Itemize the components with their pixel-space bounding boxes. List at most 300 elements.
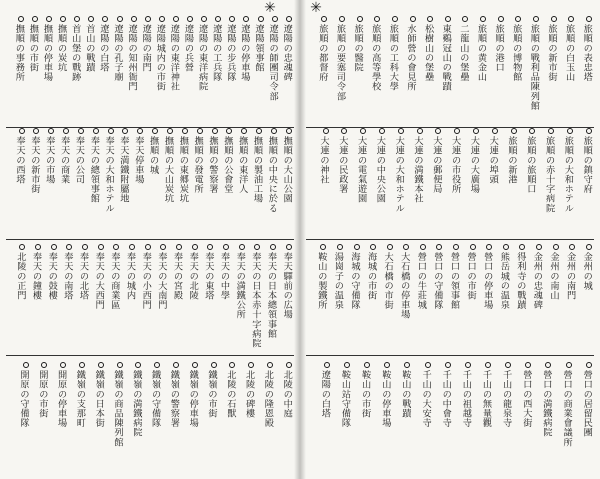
list-item <box>449 244 459 310</box>
list-item <box>42 16 52 82</box>
entry-label: 撫順の東郷炭坑 <box>177 136 189 204</box>
entry-label: 北陵の石獸 <box>224 370 236 418</box>
entry-label: 大連の民政署 <box>336 136 348 194</box>
entry-label: 營口の西大街 <box>520 370 532 428</box>
list-item <box>47 244 57 300</box>
entry-label: 營口の商業會議所 <box>561 370 573 447</box>
bullet-ring-icon <box>357 16 363 22</box>
bullet-ring-icon <box>360 128 366 134</box>
list-item <box>252 128 262 203</box>
entry-label: 旅順の新市街 <box>546 24 557 82</box>
entry-label: 北陵の中庭 <box>281 370 293 418</box>
bullet-ring-icon <box>154 362 160 368</box>
bullet-ring-icon <box>32 16 38 22</box>
bullet-ring-icon <box>239 244 245 250</box>
bullet-ring-icon <box>420 244 426 250</box>
bullet-ring-icon <box>323 128 329 134</box>
bullet-ring-icon <box>256 128 262 134</box>
entry-label: 奉天の宮殿 <box>171 252 183 300</box>
list-item <box>282 244 292 319</box>
bullet-ring-icon <box>485 362 491 368</box>
bullet-ring-icon <box>145 244 151 250</box>
entry-label: 金州の南山 <box>548 252 559 300</box>
bullet-ring-icon <box>445 16 451 22</box>
bullet-ring-icon <box>503 244 509 250</box>
list-item <box>320 362 330 418</box>
entry-label: 旅順の白玉山 <box>563 24 575 82</box>
entry-label: 遼陽の停車場 <box>238 24 250 82</box>
entry-label: 金州の南門 <box>564 252 576 300</box>
entry-label: 營口の守備隊 <box>431 252 443 310</box>
list-item <box>582 244 592 290</box>
bullet-ring-icon <box>212 128 218 134</box>
entry-label: 營口の満鐵病院 <box>540 370 552 438</box>
entry-label: 旅順の旅順口 <box>524 136 536 194</box>
bullet-ring-icon <box>33 128 39 134</box>
bullet-ring-icon <box>586 244 592 250</box>
bullet-ring-icon <box>60 362 66 368</box>
list-item <box>582 362 592 437</box>
list-item <box>423 16 433 82</box>
entry-label: 鐵嶺の満鐵病院 <box>130 370 142 438</box>
list-item <box>113 362 123 447</box>
list-item <box>266 244 276 338</box>
entry-label: 旅順の大和ホテル <box>562 136 574 213</box>
bullet-ring-icon <box>473 128 479 134</box>
entry-label: 大石橋の停車場 <box>398 252 410 320</box>
entry-label: 遼陽の兵營 <box>182 24 194 72</box>
entry-label: 鐵嶺の市街 <box>206 370 217 418</box>
bullet-ring-icon <box>88 16 94 22</box>
entry-label: 奉天の北陵 <box>187 252 199 300</box>
list-item <box>494 16 504 72</box>
list-item <box>562 362 572 447</box>
bullet-ring-icon <box>321 16 327 22</box>
list-item <box>371 16 381 91</box>
entry-label: 北陵の正門 <box>14 252 26 300</box>
list-item <box>16 244 26 300</box>
bullet-ring-icon <box>35 244 41 250</box>
list-item <box>197 16 207 91</box>
entry-label: 奉天の市場 <box>43 136 55 184</box>
list-item <box>56 362 66 428</box>
bullet-ring-icon <box>586 362 592 368</box>
entry-label: 鐵嶺の日本街 <box>93 370 105 428</box>
list-item <box>529 16 539 110</box>
entry-label: 營口の市街 <box>465 252 477 300</box>
bullet-ring-icon <box>529 128 535 134</box>
list-item <box>267 128 277 213</box>
list-item <box>522 362 532 428</box>
entry-label: 大連の大和ホテル <box>393 136 405 213</box>
list-item <box>119 128 129 203</box>
bullet-ring-icon <box>454 128 460 134</box>
entry-label: 大連の大廣場 <box>468 136 480 194</box>
entry-block <box>300 362 600 468</box>
entry-label: 遼陽の知州衙門 <box>126 24 138 92</box>
list-item <box>240 16 250 82</box>
entry-label: 遼陽の白塔 <box>97 24 109 72</box>
bullet-ring-icon <box>324 362 330 368</box>
list-item <box>549 244 559 300</box>
entry-label: 奉天の日本總領事館 <box>265 252 277 339</box>
entry-label: 奉天の大西門 <box>93 252 105 310</box>
bullet-ring-icon <box>215 16 221 22</box>
list-item <box>169 16 179 91</box>
bullet-ring-icon <box>286 16 292 22</box>
bullet-ring-icon <box>486 244 492 250</box>
entry-label: 首山の戰蹟 <box>83 24 95 72</box>
list-item <box>169 362 179 428</box>
bullet-ring-icon <box>182 128 188 134</box>
entry-label: 東鷄冠山の戰蹟 <box>440 24 452 92</box>
entry-label: 鐵嶺の支那町 <box>74 370 86 428</box>
book-gutter <box>294 0 306 479</box>
entry-label: 鞍山の戰蹟 <box>399 370 411 418</box>
bullet-ring-icon <box>258 16 264 22</box>
entry-label: 湯崗子の温泉 <box>332 252 344 310</box>
star-ornament-icon: ✳ <box>310 0 322 16</box>
bullet-ring-icon <box>271 128 277 134</box>
bullet-ring-icon <box>505 362 511 368</box>
bullet-ring-icon <box>173 362 179 368</box>
entry-label: 奉天停車場 <box>132 136 144 184</box>
list-item <box>350 244 360 310</box>
list-item <box>516 244 526 310</box>
bullet-ring-icon <box>131 16 137 22</box>
bullet-ring-icon <box>515 16 521 22</box>
entry-label: 大連の市役所 <box>449 136 461 194</box>
bullet-ring-icon <box>404 362 410 368</box>
list-item <box>71 16 81 82</box>
entry-label: 遼陽の步兵隊 <box>224 24 236 82</box>
bullet-ring-icon <box>201 16 207 22</box>
list-item <box>244 362 254 418</box>
entry-label: 北陵の隆恩殿 <box>262 370 274 428</box>
star-ornament-icon: ✳ <box>264 0 276 16</box>
entry-label: 奉天の商業 <box>58 136 70 184</box>
entry-label: 鐵嶺の守備隊 <box>149 370 161 428</box>
list-item <box>14 16 24 82</box>
list-item <box>104 128 114 213</box>
bullet-ring-icon <box>248 362 254 368</box>
entry-label: 得利寺の戰蹟 <box>514 252 526 310</box>
bullet-ring-icon <box>19 128 25 134</box>
bullet-ring-icon <box>533 16 539 22</box>
entry-label: 遼陽の工兵隊 <box>210 24 222 82</box>
entry-label: 撫順の警察署 <box>207 136 218 194</box>
list-item <box>99 16 109 72</box>
list-item <box>254 16 264 72</box>
list-item <box>499 244 509 310</box>
list-item <box>56 16 66 72</box>
list-item <box>94 362 104 428</box>
list-item <box>441 16 451 91</box>
list-item <box>282 128 292 203</box>
list-item <box>226 362 236 418</box>
list-item <box>366 244 376 300</box>
list-item <box>333 244 343 310</box>
list-item <box>564 16 574 82</box>
bullet-ring-icon <box>270 244 276 250</box>
bullet-ring-icon <box>286 244 292 250</box>
list-item <box>381 362 391 428</box>
list-item <box>75 362 85 428</box>
bullet-ring-icon <box>152 128 158 134</box>
entry-label: 大連の神社 <box>318 136 329 184</box>
list-item <box>89 128 99 203</box>
list-item <box>188 244 198 300</box>
entry-label: 遼陽城内の市街 <box>154 24 166 92</box>
list-item <box>565 244 575 300</box>
bullet-ring-icon <box>586 128 592 134</box>
entry-label: 鞍山の停車場 <box>379 370 391 428</box>
entry-label: 營口の居留民團 <box>581 370 593 438</box>
entry-label: 大連の中央公園 <box>374 136 386 204</box>
entry-label: 海城の守備隊 <box>349 252 360 310</box>
list-item <box>38 362 48 418</box>
list-item <box>85 16 95 72</box>
list-item <box>183 16 193 72</box>
bullet-ring-icon <box>379 128 385 134</box>
bullet-ring-icon <box>403 244 409 250</box>
list-item <box>178 128 188 203</box>
list-item <box>547 16 557 82</box>
bullet-ring-icon <box>66 244 72 250</box>
list-item <box>19 362 29 428</box>
list-item <box>219 244 229 300</box>
entry-label: 大石橋の市街 <box>382 252 394 310</box>
bullet-ring-icon <box>551 16 557 22</box>
bullet-ring-icon <box>341 128 347 134</box>
list-item <box>432 128 442 194</box>
bullet-ring-icon <box>135 362 141 368</box>
list-item <box>63 244 73 300</box>
entry-label: 奉天の北塔 <box>77 252 89 300</box>
entry-label: 營口の牛莊城 <box>415 252 427 310</box>
entry-label: 大連の電氣遊園 <box>355 136 367 204</box>
entry-label: 鞍山站守備隊 <box>339 370 351 428</box>
bullet-ring-icon <box>569 244 575 250</box>
entry-label: 旅順の鎮守府 <box>581 136 593 194</box>
entry-block <box>0 16 300 122</box>
bullet-ring-icon <box>167 128 173 134</box>
list-item <box>155 16 165 91</box>
list-item <box>441 362 451 428</box>
list-item <box>356 128 366 203</box>
entry-label: 奉天の南塔 <box>61 252 73 300</box>
bullet-ring-icon <box>160 244 166 250</box>
bullet-ring-icon <box>63 128 69 134</box>
list-item <box>383 244 393 310</box>
entry-label: 遼陽の師團司令部 <box>267 24 279 101</box>
entry-label: 旅順の要塞司令部 <box>334 24 346 101</box>
list-item <box>466 244 476 300</box>
bullet-ring-icon <box>176 244 182 250</box>
entry-label: 旅順の黄金山 <box>475 24 487 82</box>
entry-label: 北陵の碑樓 <box>243 370 255 418</box>
bullet-ring-icon <box>207 244 213 250</box>
bullet-ring-icon <box>453 244 459 250</box>
list-item <box>512 16 522 82</box>
entry-label: 撫順の事務所 <box>13 24 25 82</box>
entry-label: 撫順の公會堂 <box>221 136 233 194</box>
list-item <box>360 362 370 418</box>
list-item <box>413 128 423 203</box>
bullet-ring-icon <box>354 244 360 250</box>
entry-label: 撫順の停車場 <box>41 24 53 82</box>
entry-label: 千山の祖越寺 <box>460 370 472 428</box>
entry-label: 熊岳城の温泉 <box>498 252 510 310</box>
list-item <box>563 128 573 213</box>
list-item <box>388 16 398 91</box>
list-item <box>148 128 158 174</box>
bullet-ring-icon <box>51 244 57 250</box>
bullet-ring-icon <box>197 128 203 134</box>
list-item <box>282 362 292 418</box>
entry-label: 金州の城 <box>581 252 593 291</box>
list-item <box>353 16 363 72</box>
list-item <box>507 128 517 184</box>
entry-label: 遼陽の東洋病院 <box>196 24 208 92</box>
bullet-ring-icon <box>102 16 108 22</box>
list-item <box>488 128 498 184</box>
bullet-ring-icon <box>82 244 88 250</box>
bullet-ring-icon <box>159 16 165 22</box>
bullet-ring-icon <box>511 128 517 134</box>
bullet-ring-icon <box>93 128 99 134</box>
bullet-ring-icon <box>223 244 229 250</box>
bullet-ring-icon <box>445 362 451 368</box>
entry-label: 海城の市街 <box>365 252 377 300</box>
list-item <box>582 128 592 194</box>
bullet-ring-icon <box>568 16 574 22</box>
bullet-ring-icon <box>117 16 123 22</box>
list-item <box>28 16 38 72</box>
list-item <box>212 16 222 82</box>
list-item <box>338 128 348 194</box>
bullet-ring-icon <box>384 362 390 368</box>
entry-label: 千山の龍泉寺 <box>500 370 512 428</box>
list-item <box>208 128 218 194</box>
list-item <box>134 128 144 184</box>
entry-label: 撫順の炭坑 <box>55 24 67 72</box>
list-item <box>78 244 88 300</box>
list-item <box>501 362 511 428</box>
bullet-ring-icon <box>410 16 416 22</box>
entry-label: 奉天の中學 <box>218 252 230 300</box>
list-item <box>461 362 471 428</box>
list-item <box>481 362 491 428</box>
bullet-ring-icon <box>122 128 128 134</box>
entry-label: 奉天の總領事館 <box>88 136 100 204</box>
entry-label: 奉天の公司 <box>73 136 85 184</box>
list-item <box>421 362 431 428</box>
list-item <box>150 362 160 428</box>
entry-label: 奉天の日本赤十字病院 <box>249 252 261 348</box>
list-item <box>127 16 137 91</box>
entry-label: 千山の大安寺 <box>420 370 432 428</box>
entry-label: 開原の守備隊 <box>18 370 29 428</box>
entry-label: 鐵嶺の停車場 <box>187 370 199 428</box>
bullet-ring-icon <box>480 16 486 22</box>
bullet-ring-icon <box>320 244 326 250</box>
bullet-ring-icon <box>374 16 380 22</box>
bullet-ring-icon <box>536 244 542 250</box>
bullet-ring-icon <box>48 128 54 134</box>
entry-block <box>0 128 300 234</box>
bullet-ring-icon <box>108 128 114 134</box>
bullet-ring-icon <box>173 16 179 22</box>
entry-label: 鞍山の製鐵所 <box>315 252 327 310</box>
list-item <box>526 128 536 194</box>
bullet-ring-icon <box>548 128 554 134</box>
entry-label: 旅順の高等學校 <box>369 24 381 92</box>
list-item <box>469 128 479 194</box>
entry-label: 奉天の大南門 <box>155 252 167 310</box>
entry-label: 鐵嶺の警察署 <box>168 370 180 428</box>
right-page <box>300 0 600 479</box>
entry-label: 遼陽領事館 <box>253 24 264 72</box>
bullet-ring-icon <box>553 244 559 250</box>
entry-label: 遼陽の忠魂碑 <box>281 24 293 82</box>
list-item <box>235 244 245 319</box>
list-item <box>113 16 123 82</box>
entry-label: 旅順の醫院 <box>352 24 364 72</box>
entry-label: 旅順の赤十字病院 <box>543 136 555 213</box>
entry-label: 撫順の大山炭坑 <box>162 136 174 204</box>
bullet-ring-icon <box>211 362 217 368</box>
list-item <box>544 128 554 213</box>
bullet-ring-icon <box>427 16 433 22</box>
bullet-ring-icon <box>436 244 442 250</box>
list-item <box>542 362 552 437</box>
bullet-ring-icon <box>567 128 573 134</box>
bullet-ring-icon <box>337 244 343 250</box>
list-item <box>94 244 104 310</box>
entry-label: 二龍山の堡壘 <box>457 24 469 82</box>
list-item <box>45 128 55 184</box>
entry-label: 大連の満鐵本社 <box>412 136 423 204</box>
bullet-ring-icon <box>425 362 431 368</box>
bullet-ring-icon <box>78 128 84 134</box>
list-item <box>30 128 40 194</box>
list-item <box>59 128 69 184</box>
list-item <box>74 128 84 184</box>
list-item <box>204 244 214 300</box>
entry-label: 撫順の大山公園 <box>281 136 293 204</box>
bullet-ring-icon <box>566 362 572 368</box>
list-item <box>450 128 460 194</box>
entry-block <box>300 244 600 350</box>
list-item <box>110 244 120 310</box>
entry-label: 遼陽の孔子廟 <box>112 24 123 82</box>
entry-label: 遼陽の白塔 <box>319 370 331 418</box>
entry-label: 奉天の満鐵公所 <box>234 252 246 320</box>
entry-block <box>0 362 300 468</box>
bullet-ring-icon <box>470 244 476 250</box>
entry-label: 撫順の市街 <box>27 24 39 72</box>
list-item <box>476 16 486 82</box>
bullet-ring-icon <box>46 16 52 22</box>
bullet-ring-icon <box>18 16 24 22</box>
block-divider <box>306 239 594 240</box>
entry-label: 營口の停車場 <box>481 252 493 310</box>
list-item <box>433 244 443 310</box>
bullet-ring-icon <box>192 362 198 368</box>
bullet-ring-icon <box>392 16 398 22</box>
bullet-ring-icon <box>192 244 198 250</box>
